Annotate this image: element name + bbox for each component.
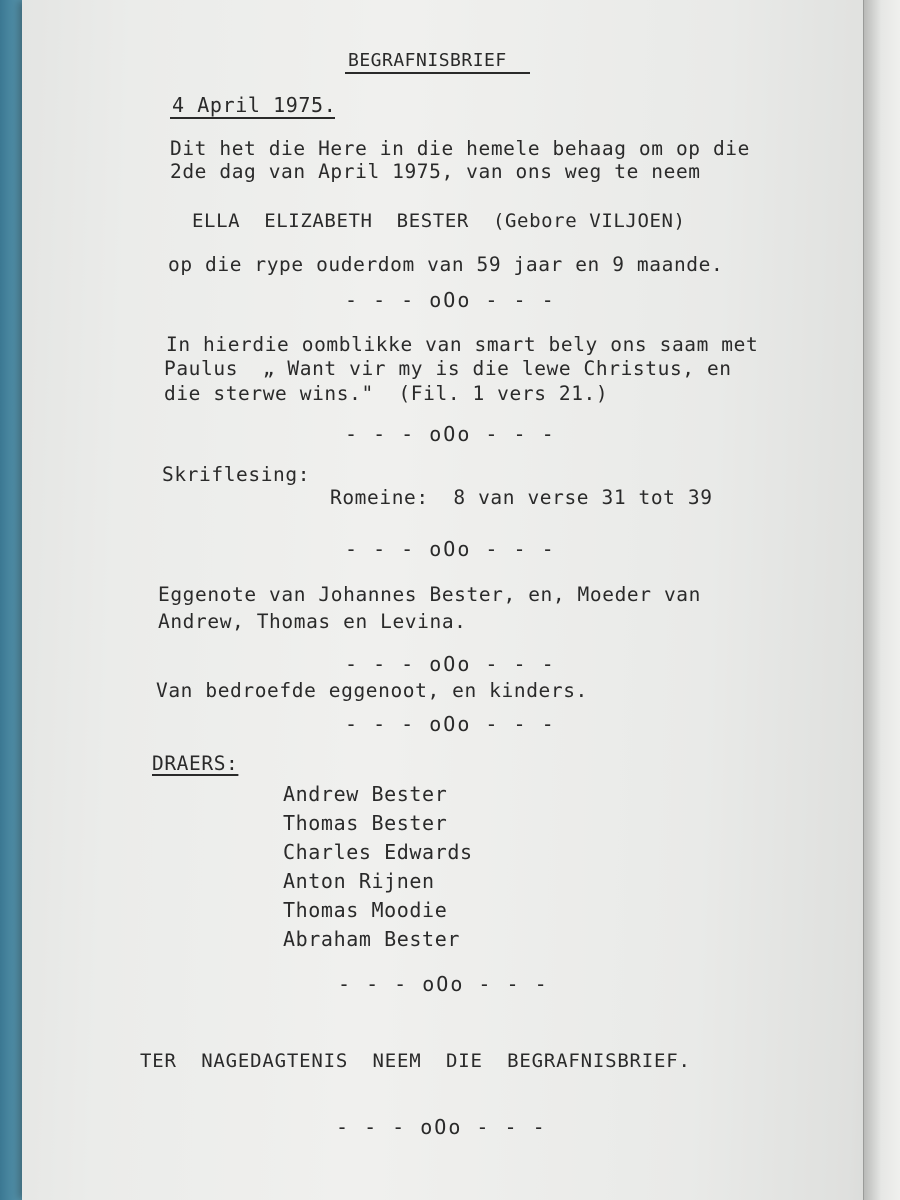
bearer-name: Thomas Bester [283,811,448,835]
age-line: op die rype ouderdom van 59 jaar en 9 maande. [168,253,724,276]
bearers-label: DRAERS: [152,752,239,775]
separator: - - - oOo - - - [345,652,556,676]
quote-line: In hierdie oomblikke van smart bely ons saam met [166,333,759,356]
quote-line: die sterwe wins." (Fil. 1 vers 21.) [164,382,609,405]
separator: - - - oOo - - - [345,422,556,446]
title-underline [345,72,530,74]
bearer-name: Charles Edwards [283,840,473,864]
separator: - - - oOo - - - [345,288,556,312]
scripture-reference: Romeine: 8 van verse 31 tot 39 [330,486,713,509]
document-date: 4 April 1975. [172,93,337,117]
bearer-name: Anton Rijnen [283,869,435,893]
closing-statement: TER NAGEDAGTENIS NEEM DIE BEGRAFNISBRIEF. [140,1050,691,1072]
separator: - - - oOo - - - [338,972,549,996]
separator: - - - oOo - - - [345,712,556,736]
deceased-name: ELLA ELIZABETH BESTER (Gebore VILJOEN) [192,210,686,232]
document-title: BEGRAFNISBRIEF [348,50,507,71]
bearer-name: Abraham Bester [283,927,460,951]
separator: - - - oOo - - - [345,537,556,561]
date-underline [170,117,335,119]
bearer-name: Thomas Moodie [283,898,448,922]
paper-fold [863,0,900,1200]
intro-line: Dit het die Here in die hemele behaag om op die [170,137,750,160]
quote-line: Paulus „ Want vir my is die lewe Christus, en [164,357,732,380]
family-line: Andrew, Thomas en Levina. [158,610,467,633]
mourners-line: Van bedroefde eggenoot, en kinders. [156,679,588,702]
family-line: Eggenote van Johannes Bester, en, Moeder van [158,583,701,606]
intro-line: 2de dag van April 1975, van ons weg te neem [170,160,701,183]
scripture-label: Skriflesing: [162,463,311,486]
separator: - - - oOo - - - [336,1115,547,1139]
bearer-name: Andrew Bester [283,782,448,806]
